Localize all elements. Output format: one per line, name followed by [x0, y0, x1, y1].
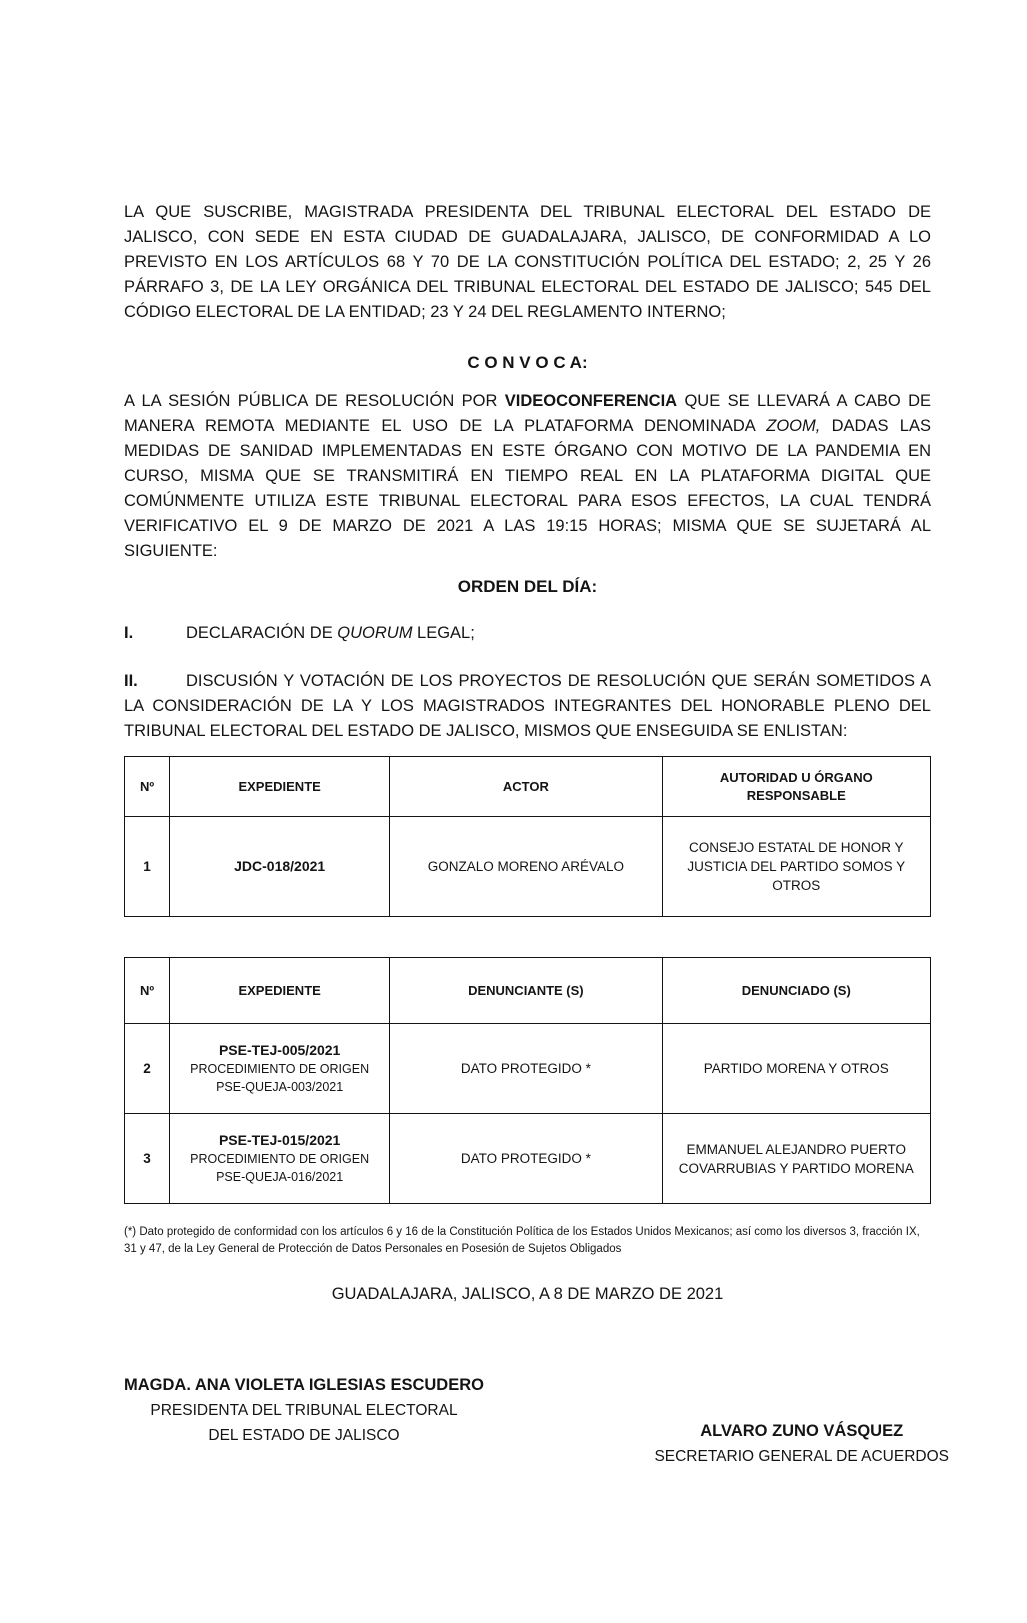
table-2-header-row — [125, 958, 931, 1024]
president-title-line2: DEL ESTADO DE JALISCO — [208, 1427, 400, 1444]
session-part1: A LA SESIÓN PÚBLICA DE RESOLUCIÓN POR — [124, 392, 505, 410]
intro-paragraph: LA QUE SUSCRIBE, MAGISTRADA PRESIDENTA DEL TRIBUNAL ELECTORAL DEL ESTADO DE JALISCO, CON SEDE EN ESTA CIUDAD DE GUADALAJARA, JALISCO, DE CONFORMIDAD A LO PREVISTO EN LOS ARTÍCULOS 68 Y 70 DE LA CONSTITUCIÓN POLÍTICA DEL ESTADO; 2, 25 Y 26 PÁRRAFO 3, DE LA LEY ORGÁNICA DEL TRIBUNAL ELECTORAL DEL ESTADO DE JALISCO; 545 DEL CÓDIGO ELECTORAL DE LA ENTIDAD; 23 Y 24 DEL REGLAMENTO INTERNO; — [124, 203, 931, 321]
case-expediente — [170, 1024, 390, 1114]
case-expediente-code: PSE-TEJ-015/2021 — [218, 1132, 341, 1148]
case-responsable: CONSEJO ESTATAL DE HONOR Y JUSTICIA DEL PARTIDO SOMOS Y OTROS — [662, 817, 930, 917]
president-name: MAGDA. ANA VIOLETA IGLESIAS ESCUDERO — [124, 1376, 484, 1394]
agenda-item-2-text: DISCUSIÓN Y VOTACIÓN DE LOS PROYECTOS DE RESOLUCIÓN QUE SERÁN SOMETIDOS A LA CONSIDERACIÓN DE LA Y LOS MAGISTRADOS INTEGRANTES DEL HONORABLE PLENO DEL TRIBUNAL ELECTORAL DEL ESTADO DE JALISCO, MISMOS QUE ENSEGUIDA SE ENLISTAN: — [124, 672, 931, 740]
session-bold-word: VIDEOCONFERENCIA — [504, 392, 678, 410]
session-part3: DADAS LAS MEDIDAS DE SANIDAD IMPLEMENTADAS EN ESTE ÓRGANO CON MOTIVO DE LA PANDEMIA EN CURSO, MISMA QUE SE TRANSMITIRÁ EN TIEMPO REAL EN LA PLATAFORMA DIGITAL QUE COMÚNMENTE UTILIZA ESTE TRIBUNAL ELECTORAL PARA ESOS EFECTOS, LA CUAL TENDRÁ VERIFICATIVO EL 9 DE MARZO DE 2021 A LAS 19:15 HORAS; MISMA QUE SE SUJETARÁ AL SIGUIENTE: — [124, 417, 931, 560]
president-title-line1: PRESIDENTA DEL TRIBUNAL ELECTORAL — [150, 1402, 458, 1419]
case-denunciante: DATO PROTEGIDO * — [390, 1024, 662, 1114]
table-1-row-1 — [125, 817, 931, 917]
case-origen-code: PSE-QUEJA-003/2021 — [216, 1080, 344, 1094]
agenda-item-1-part1: DECLARACIÓN DE — [186, 624, 338, 642]
signature-secretary — [654, 1419, 949, 1469]
table-2-header-denunciante: DENUNCIANTE (S) — [390, 958, 662, 1024]
case-origen-label: PROCEDIMIENTO DE ORIGEN — [190, 1062, 370, 1076]
table-1-header-actor: ACTOR — [390, 757, 662, 817]
secretary-title: SECRETARIO GENERAL DE ACUERDOS — [654, 1448, 949, 1465]
data-protection-footnote: (*) Dato protegido de conformidad con los artículos 6 y 16 de la Constitución Política de los Estados Unidos Mexicanos; así como los diversos 3, fracción IX, 31 y 47, de la Ley General de Protección de Datos Personales en Posesión de Sujetos Obligados — [124, 1226, 920, 1255]
convoca-heading: C O N V O C A: — [467, 353, 588, 372]
table-1-header-responsable: AUTORIDAD U ÓRGANO RESPONSABLE — [662, 757, 930, 817]
table-2-header-denunciado: DENUNCIADO (S) — [662, 958, 930, 1024]
table-1-header-expediente: EXPEDIENTE — [170, 757, 390, 817]
agenda-item-2-numeral: II. — [124, 672, 138, 690]
cases-table-2 — [124, 957, 931, 1204]
table-2-header-num: Nº — [125, 958, 170, 1024]
dateline: GUADALAJARA, JALISCO, A 8 DE MARZO DE 2021 — [331, 1285, 724, 1303]
table-2-row-2 — [125, 1114, 931, 1204]
case-denunciante: DATO PROTEGIDO * — [390, 1114, 662, 1204]
case-denunciado: EMMANUEL ALEJANDRO PUERTO COVARRUBIAS Y PARTIDO MORENA — [662, 1114, 930, 1204]
case-number: 1 — [125, 817, 170, 917]
case-denunciado: PARTIDO MORENA Y OTROS — [662, 1024, 930, 1114]
table-2-header-expediente: EXPEDIENTE — [170, 958, 390, 1024]
session-part2: QUE SE LLEVARÁ A CABO DE MANERA REMOTA MEDIANTE EL USO DE LA PLATAFORMA DENOMINADA — [124, 392, 931, 435]
case-number: 3 — [125, 1114, 170, 1204]
secretary-name: ALVARO ZUNO VÁSQUEZ — [700, 1422, 904, 1440]
case-number: 2 — [125, 1024, 170, 1114]
cases-table-1 — [124, 756, 931, 917]
signature-section — [124, 1373, 949, 1503]
case-expediente — [170, 1114, 390, 1204]
agenda-item-1-part2: LEGAL; — [412, 624, 475, 642]
orden-del-dia-heading: ORDEN DEL DÍA: — [457, 577, 598, 596]
session-italic-word: ZOOM, — [766, 417, 821, 435]
case-expediente-code: JDC-018/2021 — [234, 858, 326, 874]
agenda-item-2 — [124, 669, 931, 744]
case-expediente-code: PSE-TEJ-005/2021 — [218, 1042, 341, 1058]
agenda-item-1-numeral: I. — [124, 624, 134, 642]
agenda-item-1-italic-word: QUORUM — [337, 624, 413, 642]
table-2-row-1 — [125, 1024, 931, 1114]
table-1-header-num: Nº — [125, 757, 170, 817]
case-origen-code: PSE-QUEJA-016/2021 — [216, 1170, 344, 1184]
agenda-item-1 — [124, 621, 931, 646]
session-paragraph — [124, 389, 931, 564]
table-1-header-row — [125, 757, 931, 817]
signature-president — [124, 1373, 484, 1448]
case-expediente — [170, 817, 390, 917]
case-actor: GONZALO MORENO ARÉVALO — [390, 817, 662, 917]
case-origen-label: PROCEDIMIENTO DE ORIGEN — [190, 1152, 370, 1166]
